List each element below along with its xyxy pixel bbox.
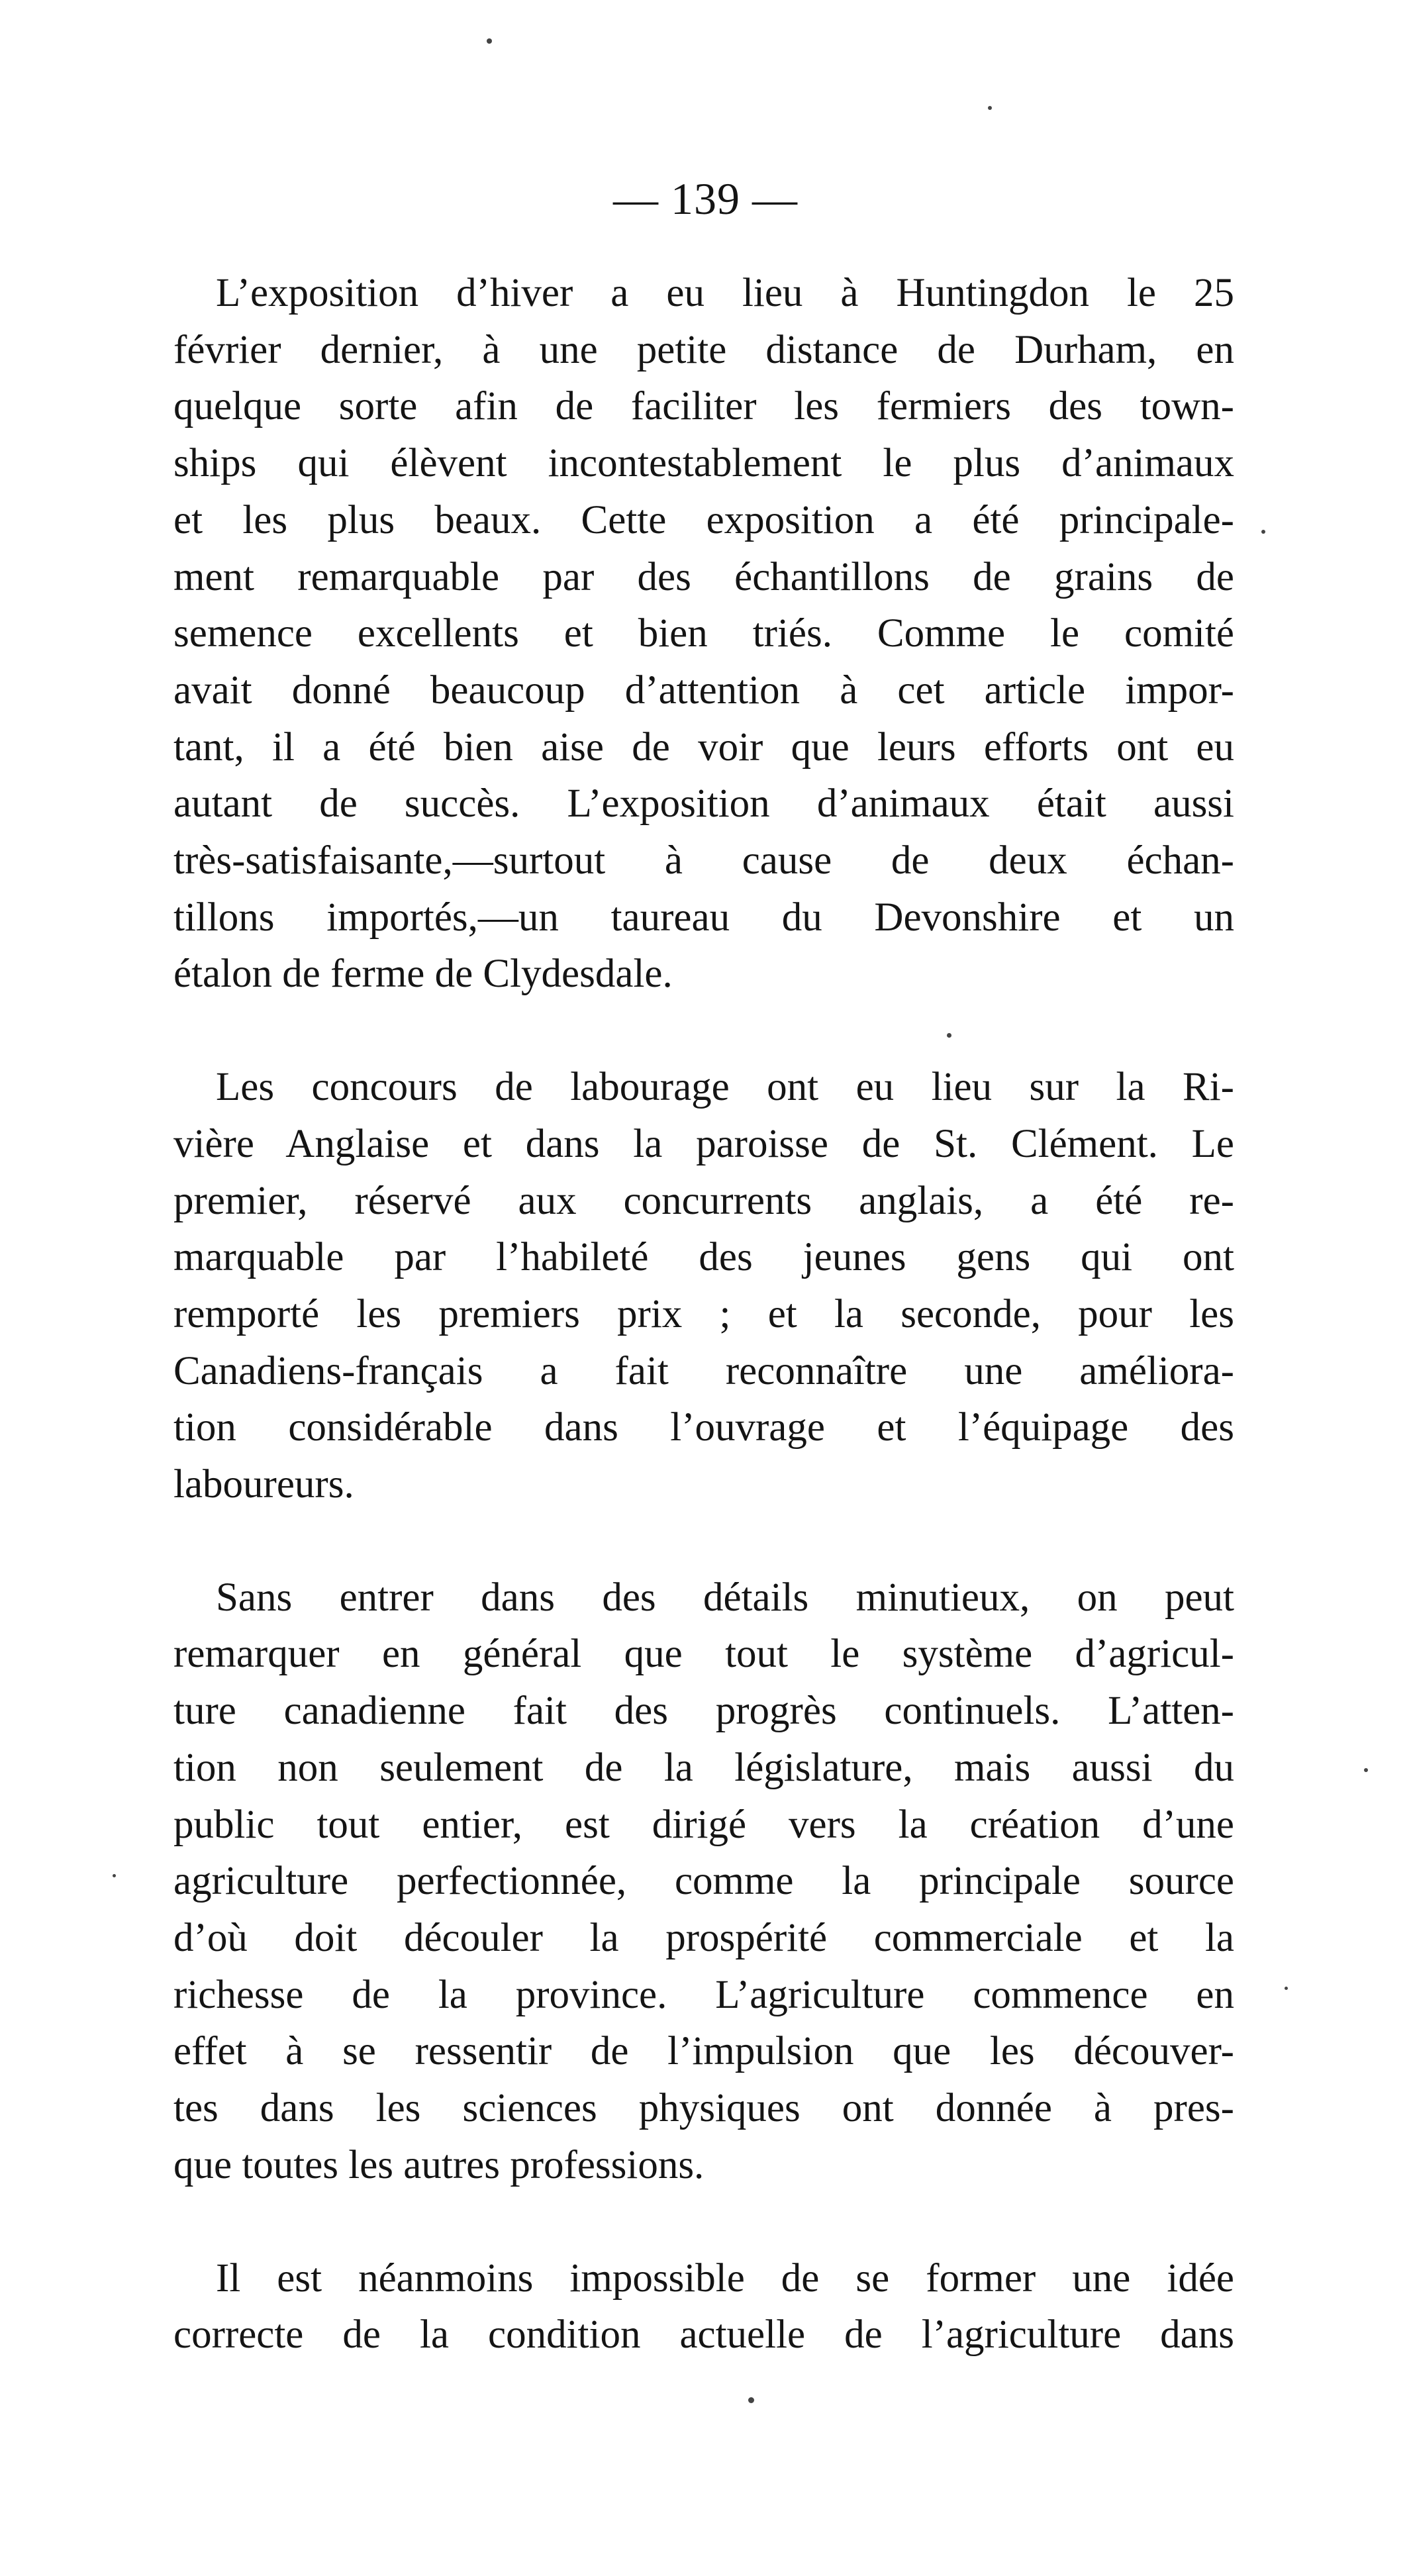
text-line: L’exposition d’hiver a eu lieu à Huntingdon le 25: [216, 271, 1234, 315]
text-line: Il est néanmoins impossible de se former une idée: [216, 2255, 1234, 2301]
text-line: remporté les premiers prix ; et la seconde, pour les: [173, 1291, 1234, 1336]
text-line: effet à se ressentir de l’impulsion que les découver-: [173, 2029, 1234, 2074]
paragraph-systeme-agriculture: [173, 1569, 1234, 2194]
scan-speck: [1261, 530, 1265, 534]
text-line: laboureurs.: [173, 1462, 354, 1507]
text-line: Sans entrer dans des détails minutieux, on peut: [216, 1575, 1234, 1620]
text-line: Les concours de labourage ont eu lieu sur la Ri-: [216, 1065, 1234, 1110]
text-line: ships qui élèvent incontestablement le plus d’animaux: [173, 441, 1234, 486]
text-line: tion non seulement de la législature, mais aussi du: [173, 1745, 1234, 1790]
paragraph-labourage: [173, 1059, 1234, 1513]
text-line: tant, il a été bien aise de voir que leurs efforts ont eu: [173, 724, 1234, 769]
text-line: remarquer en général que tout le système d’agricul-: [173, 1632, 1234, 1677]
text-line: semence excellents et bien triés. Comme le comité: [173, 611, 1234, 656]
text-line: richesse de la province. L’agriculture commence en: [173, 1972, 1234, 2017]
text-line: quelque sorte afin de faciliter les fermiers des town-: [173, 384, 1234, 429]
text-line: d’où doit découler la prospérité commerciale et la: [173, 1915, 1234, 1960]
scan-speck: [947, 1033, 951, 1038]
text-line: Canadiens-français a fait reconnaître une améliora-: [173, 1348, 1234, 1393]
text-line: marquable par l’habileté des jeunes gens qui ont: [173, 1235, 1234, 1280]
text-line: agriculture perfectionnée, comme la principale source: [173, 1859, 1234, 1904]
text-line: que toutes les autres professions.: [173, 2142, 705, 2187]
text-line: tes dans les sciences physiques ont donnée à pres-: [173, 2086, 1234, 2131]
page-number: — 139 —: [613, 173, 798, 224]
text-line: étalon de ferme de Clydesdale.: [173, 952, 673, 997]
body-text: [173, 265, 1234, 2363]
text-line: avait donné beaucoup d’attention à cet article impor-: [173, 668, 1234, 713]
text-line: vière Anglaise et dans la paroisse de St. Clément. Le: [173, 1121, 1234, 1166]
paragraph-exposition: [173, 265, 1234, 1003]
text-line: ment remarquable par des échantillons de grains de: [173, 554, 1234, 599]
text-line: ture canadienne fait des progrès continuels. L’atten-: [173, 1689, 1234, 1734]
text-line: public tout entier, est dirigé vers la création d’une: [173, 1802, 1234, 1847]
scan-speck: [487, 38, 492, 44]
text-line: très-satisfaisante,—surtout à cause de deux échan-: [173, 838, 1234, 883]
scan-speck: [1285, 1987, 1288, 1990]
text-line: février dernier, à une petite distance de Durham, en: [173, 327, 1234, 372]
text-line: autant de succès. L’exposition d’animaux était aussi: [173, 781, 1234, 826]
text-line: tillons importés,—un taureau du Devonshire et un: [173, 895, 1234, 940]
paragraph-condition-actuelle: [173, 2250, 1234, 2363]
scan-speck: [113, 1874, 116, 1877]
scan-speck: [748, 2397, 754, 2403]
text-line: tion considérable dans l’ouvrage et l’équipage des: [173, 1405, 1234, 1450]
scan-speck: [1364, 1768, 1368, 1772]
text-line: correcte de la condition actuelle de l’agriculture dans: [173, 2312, 1234, 2357]
text-line: et les plus beaux. Cette exposition a été principale-: [173, 497, 1234, 542]
text-line: premier, réservé aux concurrents anglais, a été re-: [173, 1178, 1234, 1223]
scan-speck: [988, 106, 992, 110]
